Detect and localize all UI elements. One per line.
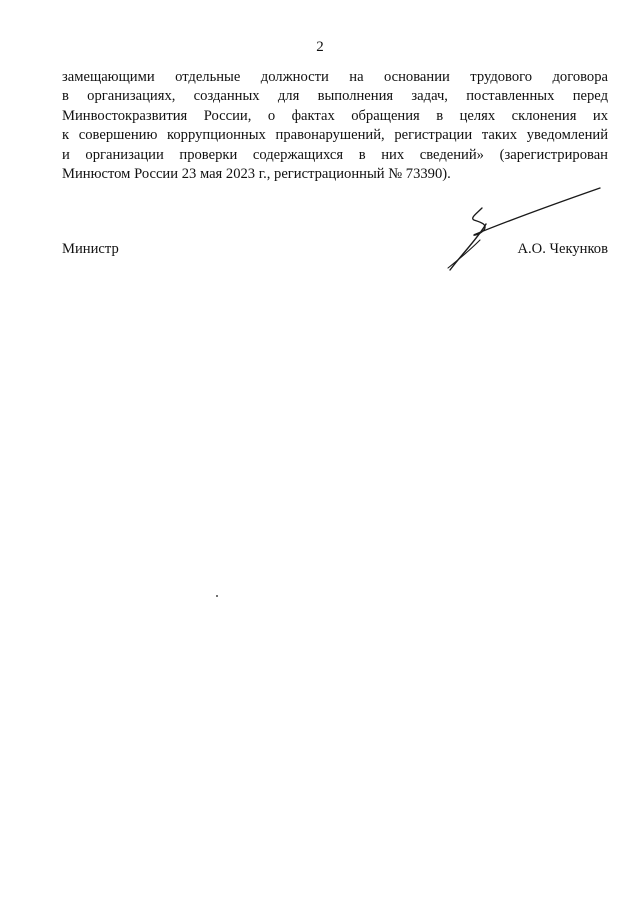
scan-speck (216, 595, 218, 597)
body-line: к совершению коррупционных правонарушений, регистрации таких уведомлений (62, 127, 608, 144)
body-paragraph (62, 68, 608, 184)
body-line: в организациях, созданных для выполнения задач, поставленных перед (62, 88, 608, 105)
signatory-name: А.О. Чекунков (517, 241, 608, 257)
body-line: и организации проверки содержащихся в них сведений» (зарегистрирован (62, 146, 608, 163)
signatory-position: Министр (62, 241, 119, 257)
body-line: Минвостокразвития России, о фактах обращения в целях склонения их (62, 107, 608, 124)
body-line: Минюстом России 23 мая 2023 г., регистрационный № 73390). (62, 165, 451, 182)
page-number: 2 (316, 39, 324, 55)
handwritten-signature (440, 180, 610, 275)
body-line: замещающими отдельные должности на основании трудового договора (62, 69, 608, 85)
